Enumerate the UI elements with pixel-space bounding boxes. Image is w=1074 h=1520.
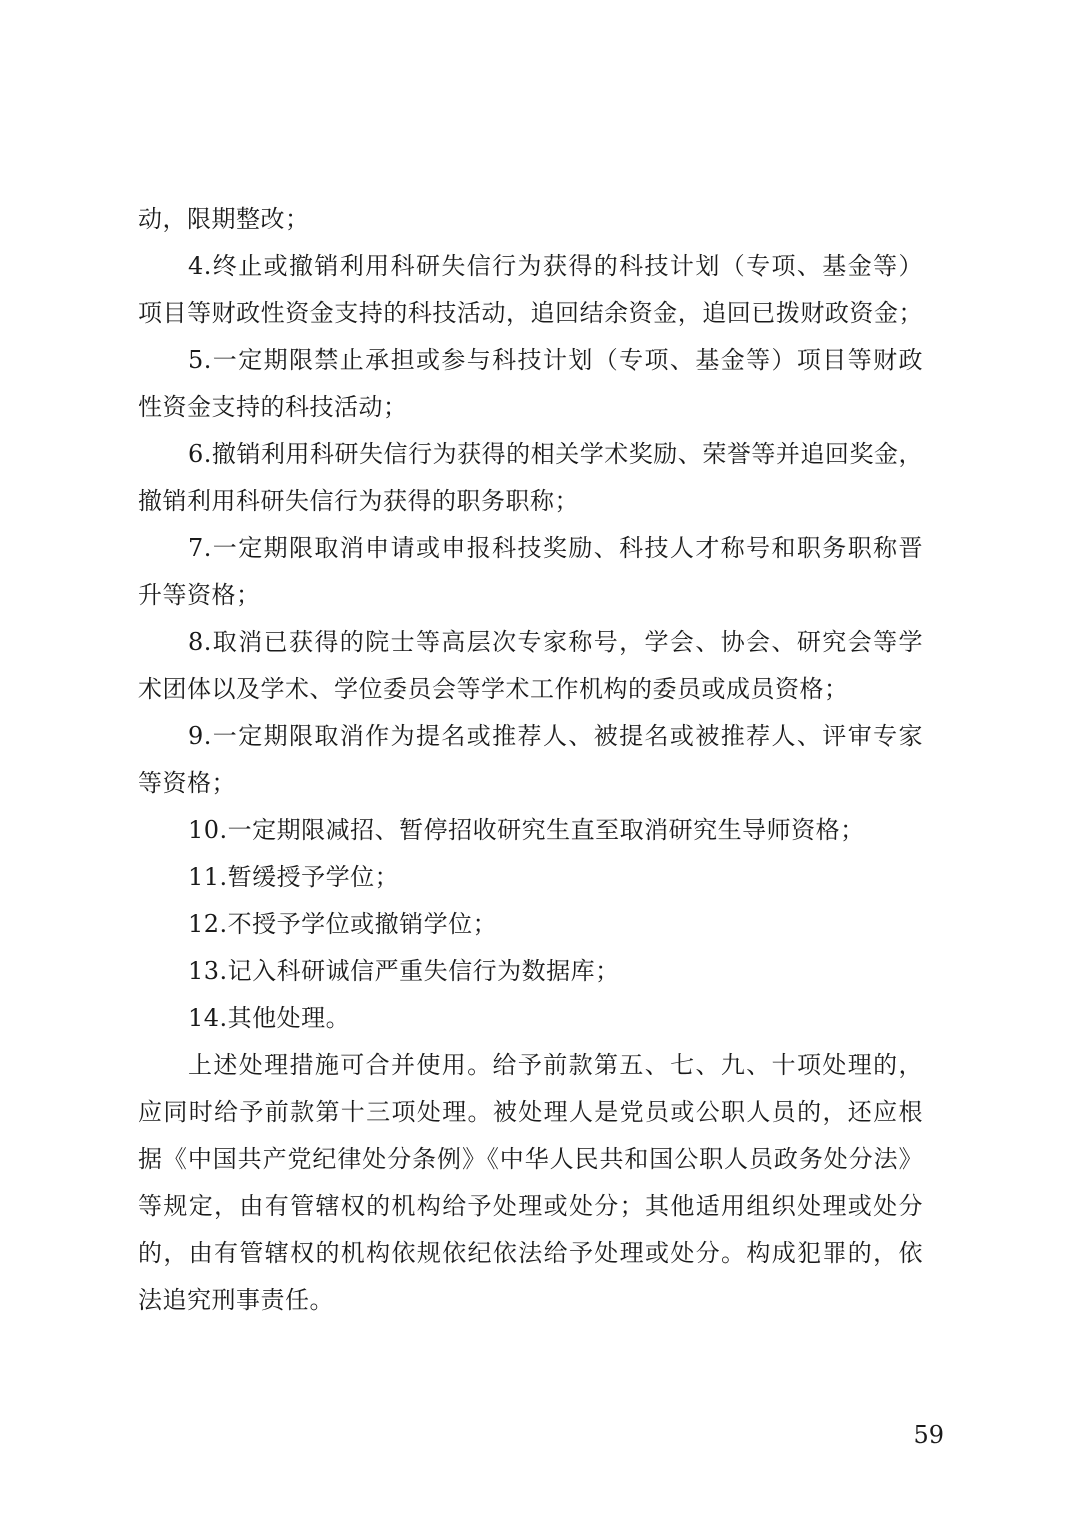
text-line: 8.取消已获得的院士等高层次专家称号，学会、协会、研究会等学 <box>188 628 923 656</box>
text-line: 5.一定期限禁止承担或参与科技计划（专项、基金等）项目等财政 <box>188 346 923 374</box>
text-line: 据《中国共产党纪律处分条例》《中华人民共和国公职人员政务处分法》 <box>138 1145 923 1173</box>
text-line: 7.一定期限取消申请或申报科技奖励、科技人才称号和职务职称晋 <box>188 534 923 562</box>
text-line: 的，由有管辖权的机构依规依纪依法给予处理或处分。构成犯罪的，依 <box>138 1239 923 1267</box>
text-line: 上述处理措施可合并使用。给予前款第五、七、九、十项处理的， <box>188 1051 923 1079</box>
text-line: 6.撤销利用科研失信行为获得的相关学术奖励、荣誉等并追回奖金， <box>188 440 923 468</box>
text-line: 10.一定期限减招、暂停招收研究生直至取消研究生导师资格； <box>188 816 865 844</box>
text-line: 应同时给予前款第十三项处理。被处理人是党员或公职人员的，还应根 <box>138 1098 923 1126</box>
text-line: 13.记入科研诚信严重失信行为数据库； <box>188 957 620 985</box>
text-line: 项目等财政性资金支持的科技活动，追回结余资金，追回已拨财政资金； <box>138 299 923 327</box>
text-line: 法追究刑事责任。 <box>138 1286 334 1314</box>
text-line: 撤销利用科研失信行为获得的职务职称； <box>138 487 579 515</box>
page-number: 59 <box>913 1421 944 1449</box>
text-line: 等资格； <box>138 769 236 797</box>
text-line: 升等资格； <box>138 581 261 609</box>
text-line: 12.不授予学位或撤销学位； <box>188 910 498 938</box>
text-line: 性资金支持的科技活动； <box>138 393 408 421</box>
text-line: 9.一定期限取消作为提名或推荐人、被提名或被推荐人、评审专家 <box>188 722 923 750</box>
text-line: 4.终止或撤销利用科研失信行为获得的科技计划（专项、基金等） <box>188 252 923 280</box>
text-line: 11.暂缓授予学位； <box>188 863 400 891</box>
text-line: 等规定，由有管辖权的机构给予处理或处分；其他适用组织处理或处分 <box>138 1192 923 1220</box>
text-line: 14.其他处理。 <box>188 1004 351 1032</box>
text-line: 术团体以及学术、学位委员会等学术工作机构的委员或成员资格； <box>138 675 849 703</box>
text-line: 动，限期整改； <box>138 205 310 233</box>
